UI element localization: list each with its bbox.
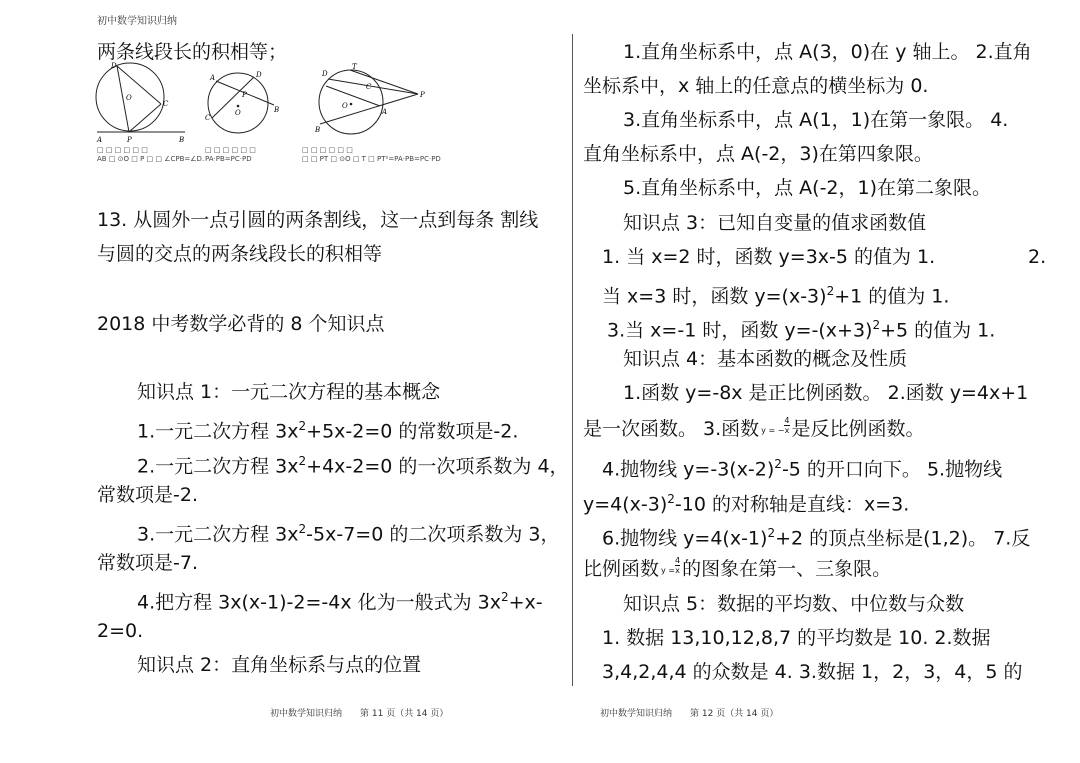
- right-line-14: $y=4(x-3)^2-10$ 的对称轴是直线：x=3.: [583, 492, 910, 516]
- right-line-16: 比例函数 y = $\frac{4}{x}$ 的图象在第一、三象限。: [583, 556, 891, 583]
- fig1-label-P: P: [127, 136, 132, 144]
- page-divider: [572, 34, 573, 686]
- figure-3-caption: □ □ □ □ □ □ □ □ PT □ ⊙O □ T □ PT²=PA·PB=PC·PD: [302, 146, 441, 163]
- right-line-7: 1. 当 x=2 时，函数 y=3x-5 的值为 1.: [602, 246, 936, 268]
- fig2-label-A: A: [210, 74, 216, 82]
- circle-figure-1: [95, 62, 195, 146]
- circle-figure-3: [306, 62, 434, 144]
- running-header: 初中数学知识归纳: [97, 16, 177, 27]
- fig1-label-O: O: [126, 94, 132, 102]
- fig3-label-A: A: [382, 108, 388, 116]
- fig3-label-C: C: [366, 83, 372, 91]
- fig1-label-A: A: [97, 136, 103, 144]
- left-line-8: 常数项是-2.: [97, 484, 198, 506]
- section-heading: 2018 中考数学必背的 8 个知识点: [97, 313, 385, 335]
- right-line-15: 6.抛物线 $y=4(x-1)^2+2$ 的顶点坐标是(1,2)。 7.反: [602, 526, 1031, 550]
- right-line-19: 3,4,2,4,4 的众数是 4. 3.数据 1，2，3，4，5 的: [602, 661, 1023, 683]
- left-line-6: 1.一元二次方程 $3x^2+5x-2=0$ 的常数项是-2.: [137, 419, 519, 443]
- left-line-3: 与圆的交点的两条线段长的积相等: [97, 243, 383, 265]
- fig3-label-D: D: [322, 70, 328, 78]
- left-line-12: 2=0.: [97, 620, 144, 642]
- right-line-8: 当 x=3 时，函数 $y=(x-3)^2+1$ 的值为 1.: [602, 284, 950, 308]
- left-line-7: 2.一元二次方程 $3x^2+4x-2=0$ 的一次项系数为 4，: [137, 454, 569, 478]
- left-line-10: 常数项是-7.: [97, 552, 198, 574]
- right-line-1: 1.直角坐标系中，点 A(3，0)在 y 轴上。 2.直角: [623, 41, 1032, 63]
- fig1-label-C: C: [163, 100, 169, 108]
- right-page-footer: 初中数学知识归纳 第 12 页（共 14 页）: [600, 709, 779, 719]
- fig3-label-O: O: [342, 102, 348, 110]
- right-line-18: 1. 数据 13,10,12,8,7 的平均数是 10. 2.数据: [602, 627, 991, 649]
- right-line-3: 3.直角坐标系中，点 A(1，1)在第一象限。 4.: [623, 109, 1009, 131]
- inline-formula-inverse: y = − $\frac{4}{x}$: [761, 416, 790, 435]
- fig1-label-D: D: [111, 62, 117, 70]
- right-line-5: 5.直角坐标系中，点 A(-2，1)在第二象限。: [623, 177, 992, 199]
- knowledge-point-1-title: 知识点 1：一元二次方程的基本概念: [137, 381, 441, 403]
- figure-2-caption: □ □ □ □ □ □ PA·PB=PC·PD: [205, 146, 256, 163]
- knowledge-point-3-title: 知识点 3：已知自变量的值求函数值: [623, 212, 927, 234]
- figure-1-caption: □ □ □ □ □ □ AB □ ⊙O □ P □ □ ∠CPB=∠D.: [97, 146, 205, 163]
- fig3-label-B: B: [315, 126, 321, 134]
- fig3-label-T: T: [352, 63, 357, 71]
- left-line-9: 3.一元二次方程 $3x^2-5x-7=0$ 的二次项系数为 3，: [137, 522, 560, 546]
- fig2-label-C: C: [205, 114, 211, 122]
- fig2-label-P: P: [242, 91, 247, 99]
- knowledge-point-5-title: 知识点 5：数据的平均数、中位数与众数: [623, 593, 965, 615]
- right-line-7-num: 2.: [1028, 246, 1047, 268]
- knowledge-point-4-title: 知识点 4：基本函数的概念及性质: [623, 348, 908, 370]
- fig2-label-D: D: [256, 71, 262, 79]
- left-line-2: 13. 从圆外一点引圆的两条割线，这一点到每条 割线: [97, 209, 539, 231]
- right-line-4: 直角坐标系中，点 A(-2，3)在第四象限。: [583, 143, 933, 165]
- knowledge-point-2-title: 知识点 2：直角坐标系与点的位置: [137, 654, 422, 676]
- right-line-13: 4.抛物线 $y=-3(x-2)^2-5$ 的开口向下。 5.抛物线: [602, 457, 1003, 481]
- fig2-label-O: O: [235, 109, 241, 117]
- circle-figure-2: [202, 70, 284, 140]
- left-line-1: 两条线段长的积相等；: [97, 41, 288, 63]
- right-line-9: 3.当 x=-1 时，函数 $y=-(x+3)^2+5$ 的值为 1.: [607, 318, 996, 342]
- inline-formula-inverse-2: y = $\frac{4}{x}$: [661, 556, 681, 575]
- fig2-label-B: B: [274, 106, 280, 114]
- fig1-label-B: B: [179, 136, 185, 144]
- left-line-11: 4.把方程 3x(x-1)-2=-4x 化为一般式为 $3x^2+x-$: [137, 590, 543, 614]
- left-page-footer: 初中数学知识归纳 第 11 页（共 14 页）: [270, 709, 449, 719]
- right-line-11: 1.函数 y=-8x 是正比例函数。 2.函数 y=4x+1: [623, 382, 1029, 404]
- right-line-2: 坐标系中，x 轴上的任意点的横坐标为 0.: [583, 75, 929, 97]
- right-line-12: 是一次函数。 3.函数 y = − $\frac{4}{x}$ 是反比例函数。: [583, 416, 925, 443]
- fig3-label-P: P: [420, 91, 425, 99]
